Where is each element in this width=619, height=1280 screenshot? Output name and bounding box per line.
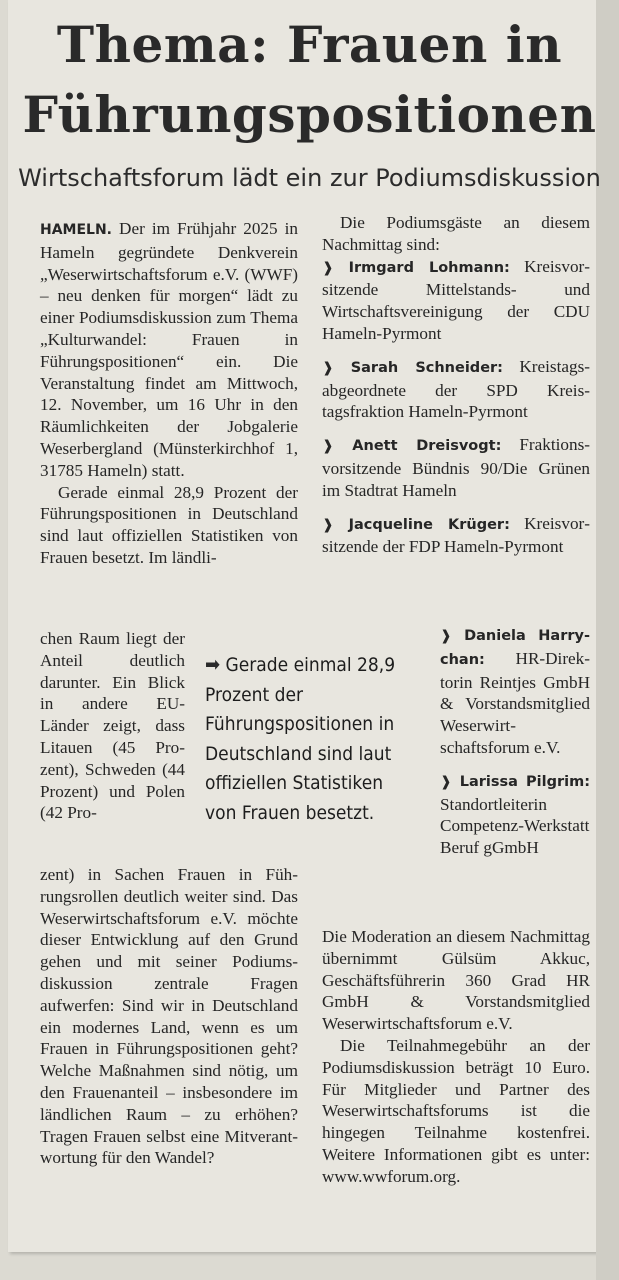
guest-entry	[322, 513, 590, 559]
guest-role: Fraktionsvorsitzende Bündnis 90/Die Grünen im Stadtrat Hameln	[322, 435, 591, 500]
left-column-narrow	[40, 628, 185, 824]
bullet-marker-icon: ❱	[322, 259, 349, 276]
guest-entry	[440, 770, 590, 859]
moderation-paragraph: Die Moderation an diesem Nachmittag übernimmt Gülsüm Akkuc, Geschäftsführerin 360 Grad HR GmbH & Vorstandsmitglied Weserwirtschaftsforum e.V.	[322, 927, 590, 1034]
guest-role: Standortleiterin Competenz-Werkstatt Beruf gGmbH	[440, 794, 590, 858]
subheadline: Wirtschaftsforum lädt ein zur Podiumsdiskussion	[18, 164, 601, 192]
guest-entry	[322, 256, 590, 345]
guest-name: Sarah Schneider:	[350, 359, 503, 376]
bullet-marker-icon: ❱	[440, 773, 460, 790]
bullet-marker-icon: ❱	[440, 628, 465, 644]
guest-role: Kreisvorsitzende Mittelstands- und Wirtschaftsvereinigung der CDU Hameln-Pyrmont	[322, 256, 590, 343]
left-column-upper	[40, 218, 298, 569]
arrow-right-icon: ➡	[205, 652, 221, 676]
pull-quote	[205, 650, 399, 828]
right-column-lower	[322, 862, 590, 1188]
headline-line-1: Thema: Frauen in	[56, 15, 563, 74]
guest-name: Anett Dreisvogt:	[352, 438, 502, 455]
right-column-upper	[322, 212, 590, 558]
paragraph-intro: Der im Frühjahr 2025 in Hameln gegründete Denkverein „Weserwirtschaftsforum e.V. (WWF) – neu denken für morgen“ lädt zu einer Podiumsdiskussion zum Thema „Kulturwandel: Frauen in Führungspositionen“ ein. Die Veranstaltung findet am Mittwoch, 12. November, um 16 Uhr in den Räumlichkeiten der Jobgalerie Weserbergland (Münsterkirchhof 1, 31785 Hameln) statt.	[40, 219, 298, 480]
fee-paragraph: Die Teilnahmegebühr an der Podiumsdiskussion beträgt 10 Euro. Für Mitglieder und Partner des Weserwirtschaftsforums ist die hingegen Teilnahme kostenfrei. Weitere Informationen gibt es unter: www.wwforum.org.	[322, 1035, 590, 1186]
guest-role: Kreisvorsitzende der FDP Hameln-Pyrmont	[322, 513, 591, 557]
guest-name: Daniela Harrychan:	[440, 628, 590, 668]
bullet-marker-icon: ❱	[322, 516, 349, 533]
paragraph-statistics-c: zent) in Sachen Frauen in Führungsrollen deutlich weiter sind. Das Weserwirtschaftsforum e.V. möchte dieser Entwicklung auf den Grund gehen und mit seiner Podiumsdiskussion zentrale Fragen aufwerfen: Sind wir in Deutschland ein modernes Land, wenn es um Frauen in Führungspositionen geht? Welche Maßnahmen sind nötig, um den Frauenanteil – insbesondere im ländlichen Raum – zu erhöhen? Tragen Frauen selbst eine Mitverantwortung für den Wandel?	[40, 865, 298, 1168]
dateline: HAMELN.	[40, 222, 113, 238]
pull-quote-text: Gerade einmal 28,9 Prozent der Führungspositionen in Deutschland sind laut offiziellen Statistiken von Frauen besetzt.	[205, 654, 396, 824]
guests-intro: Die Podiumsgäste an diesem Nachmittag sind:	[322, 213, 590, 254]
headline-line-2: Führungspositionen	[22, 85, 597, 144]
paragraph-statistics-a: Gerade einmal 28,9 Prozent der Führungspositionen in Deutschland sind laut offiziellen Statistiken von Frauen besetzt. Im ländli-	[40, 482, 298, 567]
guest-entry	[440, 624, 590, 759]
bullet-marker-icon: ❱	[322, 438, 353, 455]
left-column-lower	[40, 864, 298, 1169]
guest-name: Irmgard Lohmann:	[348, 259, 510, 276]
guest-role: Kreistagsabgeordnete der SPD Kreistagsfraktion Hameln-Pyrmont	[322, 356, 591, 422]
guest-role: HR-Direktorin Reintjes GmbH & Vorstandsmitglied Weserwirtschaftsforum e.V.	[440, 648, 590, 757]
guest-entry	[322, 356, 590, 423]
paragraph-statistics-b: chen Raum liegt der Anteil deutlich darunter. Ein Blick in andere EU-Länder zeigt, dass Litauen (45 Prozent), Schweden (44 Prozent) und Polen (42 Pro-	[40, 629, 185, 823]
bullet-marker-icon: ❱	[322, 359, 351, 376]
right-column-narrow	[440, 624, 590, 859]
guest-name: Jacqueline Krüger:	[348, 516, 510, 533]
page-edge	[596, 0, 619, 1280]
guest-entry	[322, 434, 590, 501]
guest-name: Larissa Pilgrim:	[459, 773, 591, 790]
